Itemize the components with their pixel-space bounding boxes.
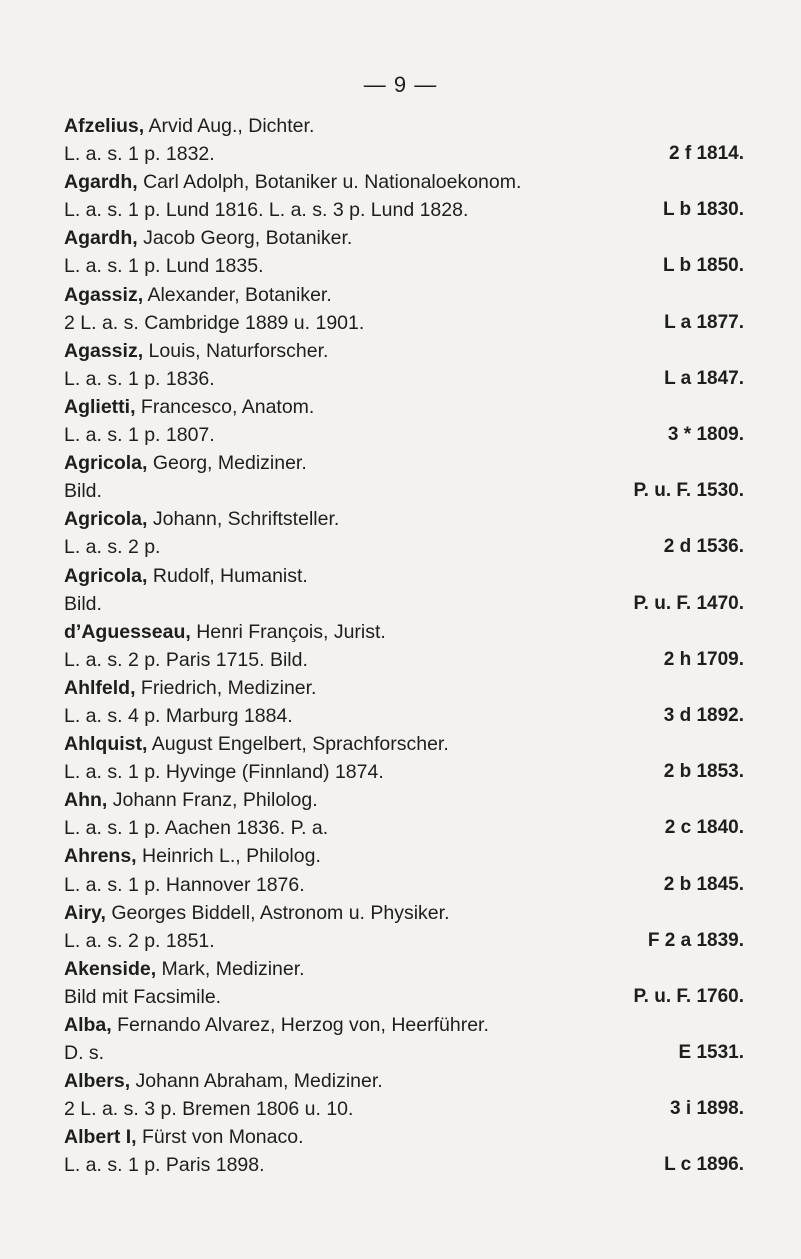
entry-name: Afzelius, xyxy=(64,115,145,137)
entry xyxy=(64,955,744,1011)
entry-description: Friedrich, Mediziner. xyxy=(135,676,317,699)
entry-name: Alba, xyxy=(64,1014,112,1036)
entry-name: Aglietti, xyxy=(64,395,136,418)
entry-description: Carl Adolph, Botaniker u. Nationaloekonom. xyxy=(137,171,522,194)
entry-description: Georges Biddell, Astronom u. Physiker. xyxy=(105,901,450,924)
entry xyxy=(64,899,744,955)
entry-name: Ahlquist, xyxy=(64,733,148,756)
entry-detail: D. s. xyxy=(64,1042,105,1065)
entry-description: Arvid Aug., Dichter. xyxy=(144,115,315,137)
entry-name: Albert I, xyxy=(64,1126,137,1149)
entry-detail: L. a. s. 4 p. Marburg 1884. xyxy=(64,704,293,727)
entry-reference: P. u. F. 1470. xyxy=(633,592,744,614)
entry xyxy=(64,618,744,674)
entry-detail: Bild. xyxy=(64,480,102,503)
entry xyxy=(64,562,744,618)
entry xyxy=(64,449,744,505)
entry xyxy=(64,842,744,898)
entry-description: Georg, Mediziner. xyxy=(147,452,307,475)
entry xyxy=(64,393,744,449)
entry-description: Fürst von Monaco. xyxy=(136,1126,304,1149)
entry-reference: L a 1847. xyxy=(664,367,744,389)
page-number: — 9 — xyxy=(363,72,438,97)
entry-reference: 2 b 1853. xyxy=(663,761,744,783)
entry-reference: L b 1850. xyxy=(663,255,744,277)
entry-detail: L. a. s. 2 p. xyxy=(64,536,161,559)
entry-name: Akenside, xyxy=(64,957,157,980)
entry-description: Francesco, Anatom. xyxy=(135,395,315,418)
entry-name: Agricola, xyxy=(64,508,148,531)
entry-detail: L. a. s. 1 p. Hannover 1876. xyxy=(64,873,305,896)
entry-name: Ahlfeld, xyxy=(64,676,136,699)
entry-detail: 2 L. a. s. 3 p. Bremen 1806 u. 10. xyxy=(64,1098,354,1121)
entry-description: Johann Abraham, Mediziner. xyxy=(130,1070,383,1093)
entry-description: Henri François, Jurist. xyxy=(190,620,386,643)
entry xyxy=(64,505,744,561)
entry-reference: 2 b 1845. xyxy=(663,873,744,895)
entry-reference: P. u. F. 1530. xyxy=(633,480,744,502)
entry-reference: L a 1877. xyxy=(664,311,744,333)
entry-reference: E 1531. xyxy=(678,1042,744,1064)
entry-detail: L. a. s. 1 p. 1832. xyxy=(64,143,215,166)
entry xyxy=(64,730,744,786)
entry-detail: L. a. s. 1 p. Lund 1835. xyxy=(64,255,264,278)
entry-description: Louis, Naturforscher. xyxy=(143,339,329,362)
entry-name: Agricola, xyxy=(64,564,148,587)
entry-detail: L. a. s. 2 p. Paris 1715. Bild. xyxy=(64,648,308,671)
entry-description: August Engelbert, Sprachforscher. xyxy=(147,733,449,756)
entry-reference: 2 d 1536. xyxy=(663,536,744,558)
entry-reference: P. u. F. 1760. xyxy=(633,985,744,1007)
entry-description: Mark, Mediziner. xyxy=(156,957,305,980)
entry xyxy=(64,786,744,842)
entry-name: Agardh, xyxy=(64,227,138,250)
entry-detail: L. a. s. 1 p. Paris 1898. xyxy=(64,1154,265,1177)
entry-detail: L. a. s. 2 p. 1851. xyxy=(64,929,215,952)
entry-description: Alexander, Botaniker. xyxy=(143,283,332,306)
entry xyxy=(64,112,744,168)
entry-detail: L. a. s. 1 p. Aachen 1836. P. a. xyxy=(64,817,329,840)
entry-detail: L. a. s. 1 p. Hyvinge (Finnland) 1874. xyxy=(64,761,384,784)
entry-detail: Bild. xyxy=(64,592,102,615)
entry-description: Heinrich L., Philolog. xyxy=(136,845,321,868)
entry xyxy=(64,224,744,280)
entry-reference: 3 i 1898. xyxy=(670,1098,744,1120)
entry-description: Fernando Alvarez, Herzog von, Heerführer. xyxy=(111,1014,489,1036)
entry-detail: Bild mit Facsimile. xyxy=(64,985,222,1008)
entry xyxy=(64,1067,744,1123)
entry-name: Ahrens, xyxy=(64,845,137,868)
entry-name: d’Aguesseau, xyxy=(64,620,191,643)
entry-reference: F 2 a 1839. xyxy=(647,929,744,951)
entry-reference: 2 h 1709. xyxy=(663,648,744,670)
entry-name: Albers, xyxy=(64,1070,131,1093)
entry-list xyxy=(64,112,744,1180)
entry-detail: L. a. s. 1 p. 1836. xyxy=(64,367,215,390)
entry xyxy=(64,281,744,337)
entry-description: Rudolf, Humanist. xyxy=(147,564,308,587)
entry xyxy=(64,168,744,224)
entry xyxy=(64,674,744,730)
entry-name: Agassiz, xyxy=(64,283,144,306)
entry xyxy=(64,337,744,393)
entry xyxy=(64,1011,744,1067)
entry-reference: L b 1830. xyxy=(663,199,744,221)
entry-reference: 2 c 1840. xyxy=(664,817,744,839)
entry-detail: 2 L. a. s. Cambridge 1889 u. 1901. xyxy=(64,311,365,334)
entry-name: Agassiz, xyxy=(64,339,144,362)
entry-description: Johann Franz, Philolog. xyxy=(107,789,318,812)
entry-reference: 3 * 1809. xyxy=(667,424,744,446)
entry-reference: L c 1896. xyxy=(664,1154,744,1176)
entry-description: Jacob Georg, Botaniker. xyxy=(137,227,353,250)
entry-detail: L. a. s. 1 p. Lund 1816. L. a. s. 3 p. Lund 1828. xyxy=(64,199,469,222)
entry-reference: 2 f 1814. xyxy=(669,143,744,165)
entry xyxy=(64,1123,744,1179)
entry-reference: 3 d 1892. xyxy=(663,704,744,726)
entry-name: Airy, xyxy=(64,901,106,924)
entry-description: Johann, Schriftsteller. xyxy=(147,508,340,531)
entry-detail: L. a. s. 1 p. 1807. xyxy=(64,424,215,447)
entry-name: Agricola, xyxy=(64,452,148,475)
entry-name: Ahn, xyxy=(64,789,108,812)
entry-name: Agardh, xyxy=(64,171,138,194)
